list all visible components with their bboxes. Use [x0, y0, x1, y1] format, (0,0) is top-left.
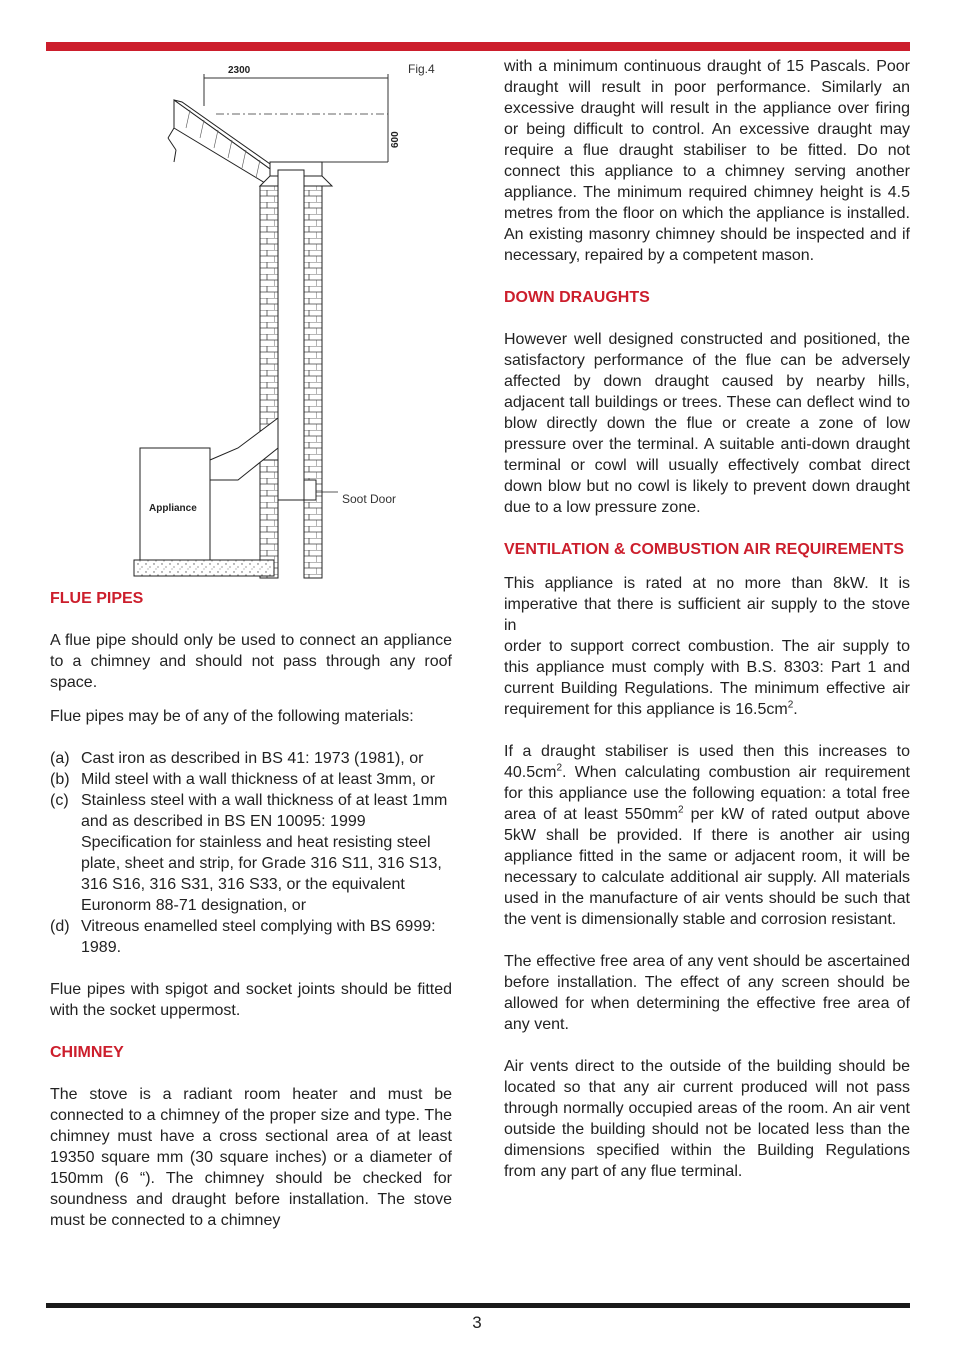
top-accent-bar [46, 42, 910, 51]
list-item [50, 790, 452, 916]
superscript: 2 [678, 804, 684, 816]
figure-label: Fig.4 [408, 62, 435, 76]
list-item-text: Stainless steel with a wall thickness of at least 1mm and as described in BS EN 10095: 1999 Specification for stainless and heat resisting steel plate, sheet and strip, for Grade 316 S11, 316 S13, 316 S16, 316 S31, 316 S33, or the equivalent Euronorm 88-71 designation, or [81, 792, 448, 914]
ventilation-paragraph-3: The effective free area of any vent should be ascertained before installation. The effect of any screen should be allowed for when determining the effective free area of any vent. [504, 953, 910, 1033]
list-item-label: (b) [50, 771, 70, 788]
left-column [50, 588, 452, 1231]
bottom-rule [46, 1303, 910, 1308]
flue-pipes-paragraph-2: Flue pipes may be of any of the following materials: [50, 708, 414, 725]
soot-door-label: Soot Door [342, 492, 397, 506]
ventilation-paragraph-1 [504, 573, 910, 720]
chimney-diagram [120, 58, 460, 580]
flue-pipes-paragraph-3: Flue pipes with spigot and socket joints should be fitted with the socket uppermost. [50, 981, 452, 1019]
dim-600: 600 [390, 131, 401, 148]
flue-pipes-heading: FLUE PIPES [50, 590, 144, 607]
list-item [50, 769, 452, 790]
chimney-heading: CHIMNEY [50, 1044, 124, 1061]
list-item-text: Mild steel with a wall thickness of at least 3mm, or [81, 771, 435, 788]
right-column [504, 56, 910, 1182]
chimney-paragraph: The stove is a radiant room heater and must be connected to a chimney of the proper size and type. The chimney must have a cross sectional area of at least 19350 square mm (30 square inches) or a diameter of 150mm (6 “). The chimney should be checked for soundness and draught before installation. The stove must be connected to a chimney [50, 1086, 452, 1229]
ventilation-paragraph-4: Air vents direct to the outside of the building should be located so that any air current produced will not pass through normally occupied areas of the room. An air vent outside the building should not be located less than the dimensions specified within the Building Regulations from any part of any flue terminal. [504, 1058, 910, 1180]
ventilation-text-b: . When calculating combustion air requirement for this appliance use the following equation: a total free area of at least 550mm [504, 764, 910, 823]
materials-list [50, 748, 452, 958]
flue-pipes-paragraph-1: A flue pipe should only be used to connect an appliance to a chimney and should not pass through any roof space. [50, 632, 452, 691]
ventilation-text-c: per kW of rated output above 5kW shall be provided. If there is another air using appliance fitted in the same or adjacent room, it will be necessary to calculate additional air supply. All materials used in the manufacture of air vents should be such that the vent is dimensionally stable and corrosion resistant. [504, 806, 910, 928]
list-item-label: (c) [50, 792, 69, 809]
ventilation-text-a: If a draught stabiliser is used then this increases to 40.5cm [504, 743, 910, 781]
list-item [50, 916, 452, 958]
list-item-label: (d) [50, 918, 70, 935]
list-item-text: Cast iron as described in BS 41: 1973 (1981), or [81, 750, 424, 767]
ventilation-text-b: order to support correct combustion. The air supply to this appliance must comply with B.S. 8303: Part 1 and current Building Regulations. The minimum effective air requirement for this appliance is 16.5cm [504, 638, 910, 718]
list-item [50, 748, 452, 769]
page-number: 3 [472, 1313, 482, 1332]
list-item-text: Vitreous enamelled steel complying with BS 6999: 1989. [81, 918, 436, 956]
down-draughts-heading: DOWN DRAUGHTS [504, 289, 650, 306]
ventilation-paragraph-2 [504, 741, 910, 930]
superscript: 2 [556, 762, 563, 774]
superscript: 2 [787, 699, 794, 711]
ventilation-text-a: This appliance is rated at no more than 8kW. It is imperative that there is sufficient air supply to the stove in [504, 575, 910, 634]
draught-paragraph: with a minimum continuous draught of 15 Pascals. Poor draught will result in poor performance. Similarly an excessive draught will result in the appliance over firing or being difficult to control. An excessive draught may require a flue draught stabiliser to be fitted. Do not connect this appliance to a chimney serving another appliance. The minimum required chimney height is 4.5 metres from the floor on which the appliance is installed. An existing masonry chimney should be inspected and if necessary, repaired by a competent mason. [504, 58, 910, 264]
list-item-label: (a) [50, 750, 70, 767]
dim-2300: 2300 [228, 65, 251, 76]
down-draughts-paragraph: However well designed constructed and positioned, the satisfactory performance of the flue can be adversely affected by down draught caused by nearby hills, adjacent tall buildings or trees. These can deflect wind to blow directly down the flue or create a zone of low pressure over the terminal. A suitable anti-down draught terminal or cowl will usually effectively combat direct down blow but no cowl is likely to prevent down draught due to a low pressure zone. [504, 331, 910, 516]
ventilation-text-end: . [793, 701, 798, 718]
ventilation-heading: VENTILATION & COMBUSTION AIR REQUIREMENTS [504, 541, 904, 558]
appliance-label: Appliance [149, 503, 197, 514]
